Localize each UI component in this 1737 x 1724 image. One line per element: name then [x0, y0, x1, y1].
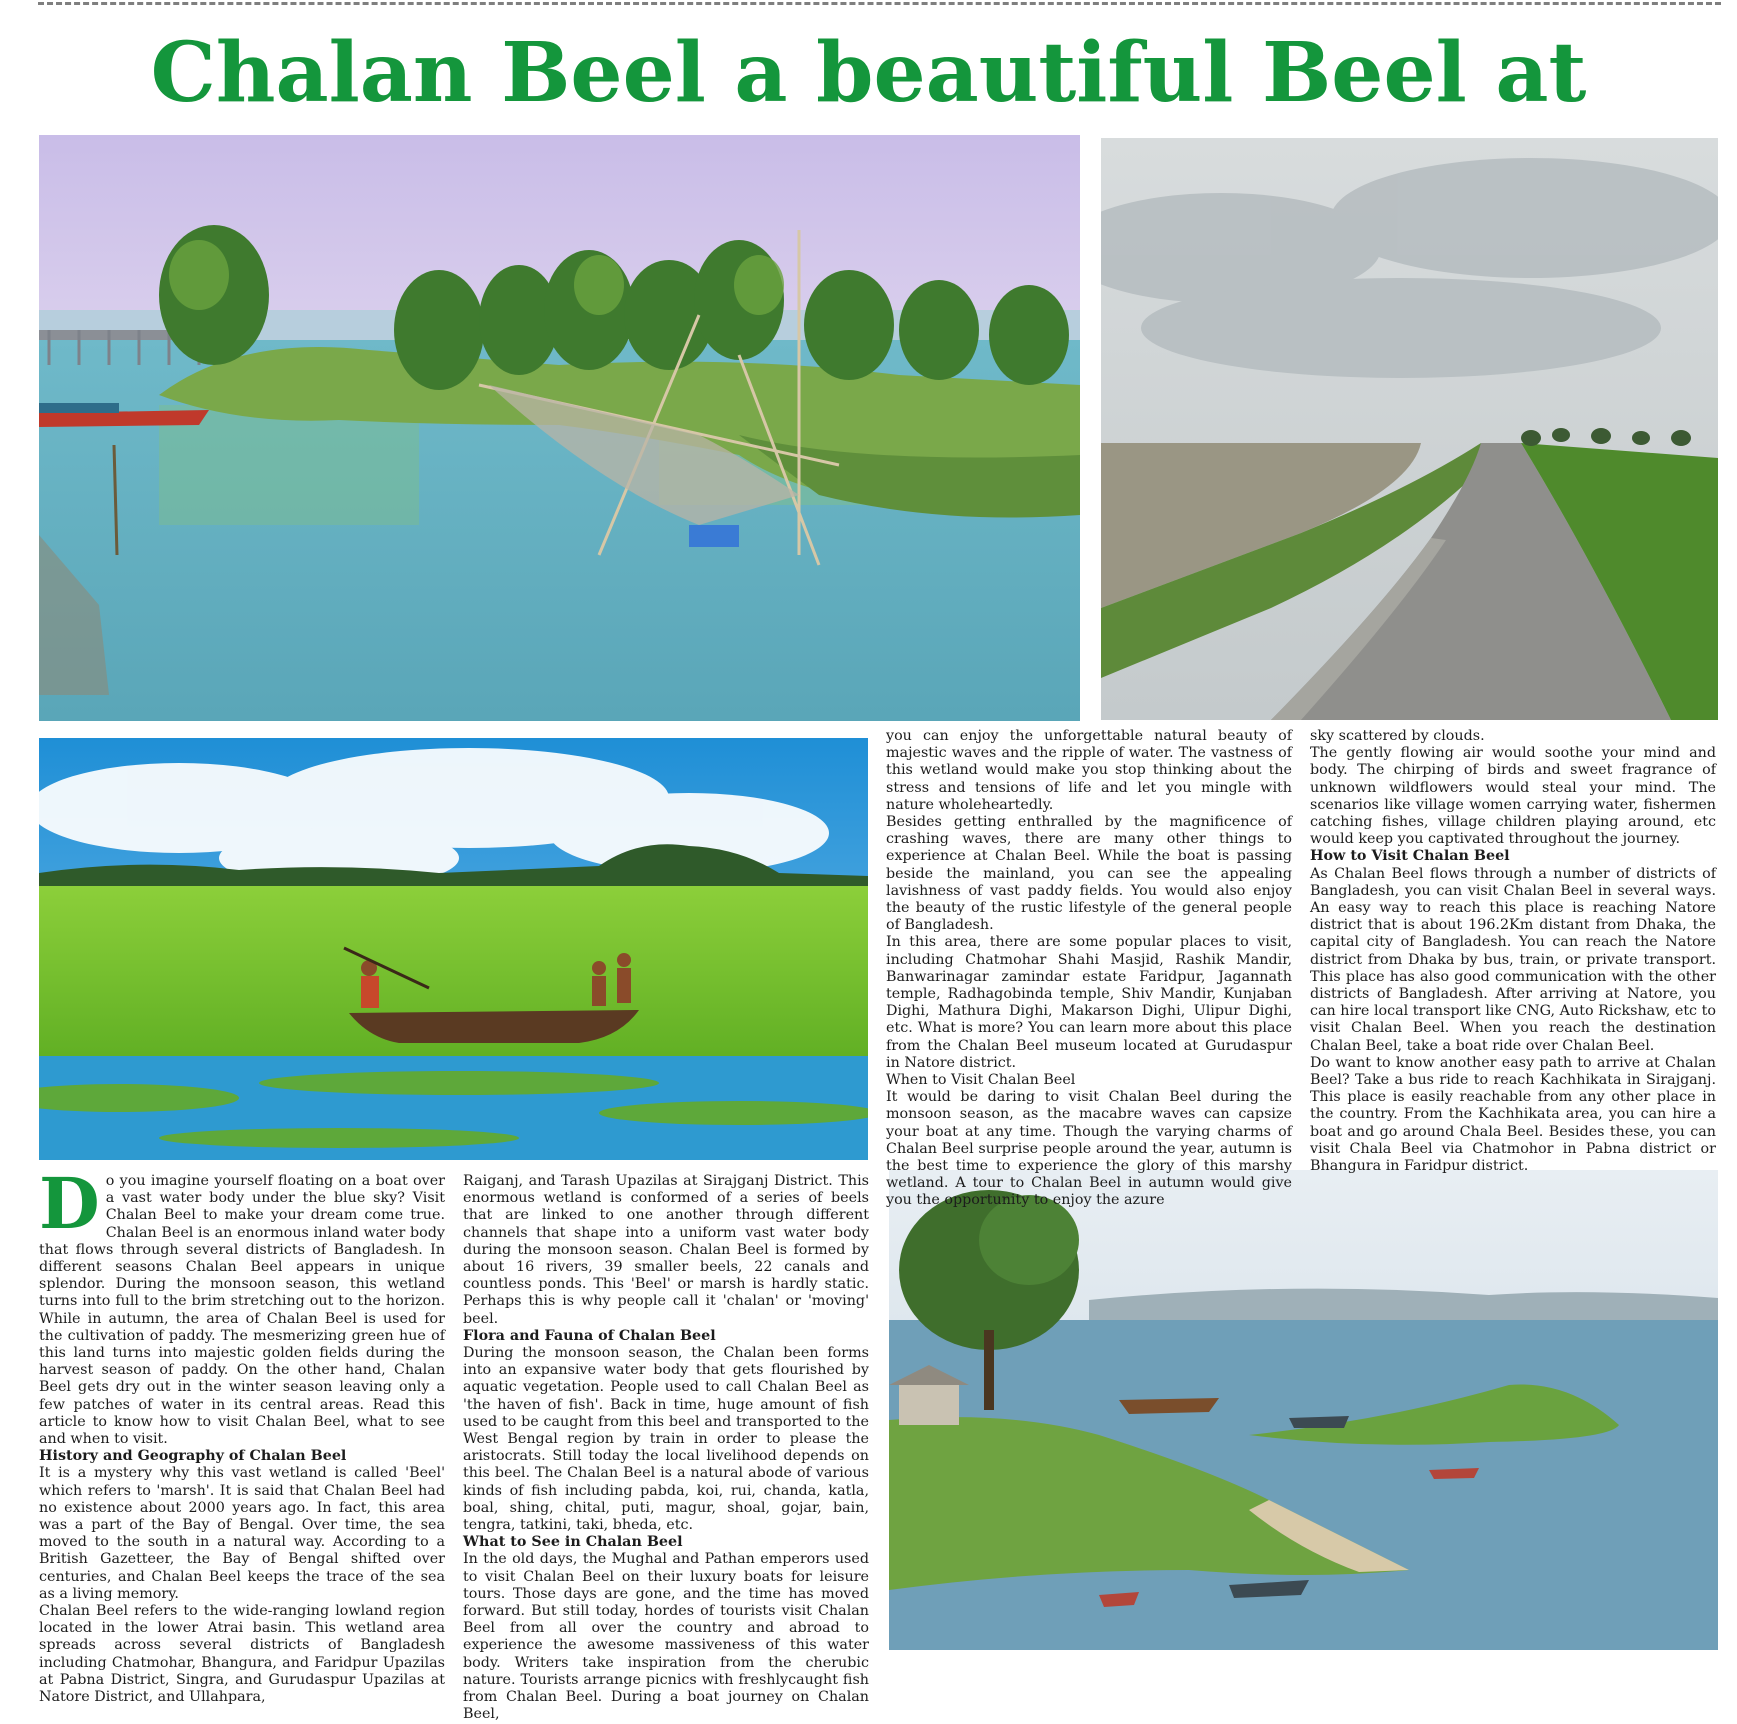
paragraph: In this area, there are some popular places to visit, including Chatmohar Shahi Masjid, Rashik Mandir, Banwarinagar zamindar estate Faridpur, Jagannath temple, Radhagobinda temple, Shiv Mandir, Kunjaban Dighi, Mathura Dighi, Makarson Dighi, Ulipur Dighi, etc. What is more? You can learn more about this place from the Chalan Beel museum located at Gurudaspur in Natore district. — [886, 934, 1292, 1071]
paragraph: As Chalan Beel flows through a number of districts of Bangladesh, you can visit Chalan Beel in several ways. An easy way to reach this place is reaching Natore district that is about 196.2Km distant from Dhaka, the capital city of Bangladesh. You can reach the Natore district from Dhaka by bus, train, or private transport. This place has also good communication with the other districts of Bangladesh. After arriving at Natore, you can hire local transport like CNG, Auto Rickshaw, etc to visit Chalan Beel. When you reach the destination Chalan Beel, take a boat ride over Chalan Beel. — [1310, 865, 1716, 1054]
paragraph: It would be daring to visit Chalan Beel during the monsoon season, as the macabre waves can capsize your boat at any time. Though the varying charms of Chalan Beel surprise people around the year, autumn is the best time to experience the glory of this marshy wetland. A tour to Chalan Beel in autumn would give you the opportunity to enjoy the azure — [886, 1089, 1292, 1209]
paragraph: It is a mystery why this vast wetland is called 'Beel' which refers to 'marsh'. It is said that Chalan Beel had no existence about 2000 years ago. In fact, this area was a part of the Bay of Bengal. Over time, the sea moved to the south in a natural way. According to a British Gazetteer, the Bay of Bengal shifted over centuries, and Chalan Beel keeps the trace of the sea as a living memory. — [39, 1465, 445, 1602]
paragraph: you can enjoy the unforgettable natural beauty of majestic waves and the ripple of water. The vastness of this wetland would make you stop thinking about the stress and tensions of life and let you mingle with nature wholeheartedly. — [886, 728, 1292, 813]
subheading-history: History and Geography of Chalan Beel — [39, 1448, 347, 1465]
photo-fishing-nets-lake — [39, 135, 1080, 721]
intro-paragraph: o you imagine yourself floating on a boat over a vast water body under the blue sky? Visit Chalan Beel to make your dream come true. Chalan Beel is an enormous inland water body that flows through several districts of Bangladesh. In different seasons Chalan Beel appears in unique splendor. During the monsoon season, this wetland turns into full to the brim stretching out to the horizon. While in autumn, the area of Chalan Beel is used for the cultivation of paddy. The mesmerizing green hue of this land turns into majestic golden fields during the harvest season of paddy. On the other hand, Chalan Beel gets dry out in the winter season leaving only a few patches of water in its central areas. Read this article to know how to visit Chalan Beel, what to see and when to visit. — [39, 1173, 445, 1448]
paragraph: Do want to know another easy path to arrive at Chalan Beel? Take a bus ride to reach Kachhikata in Sirajganj. This place is easily reachable from any other place in the country. From the Kachhikata area, you can hire a boat and go around Chala Beel. Besides these, you can visit Chala Beel via Chatmohor in Pabna district or Bhangura in Faridpur district. — [1310, 1054, 1716, 1175]
article-column-4 — [1310, 728, 1716, 1175]
drop-cap: D — [39, 1162, 100, 1245]
paragraph: In the old days, the Mughal and Pathan emperors used to visit Chalan Beel on their luxury boats for leisure tours. Those days are gone, and the time has moved forward. But still today, hordes of tourists visit Chalan Beel from all over the country and abroad to experience the awesome massiveness of this water body. Writers take inspiration from the cherubic nature. Tourists arrange picnics with freshlycaught fish from Chalan Beel. During a boat journey on Chalan Beel, — [463, 1551, 869, 1723]
article-column-1 — [39, 1162, 445, 1706]
subheading-when-to-visit: When to Visit Chalan Beel — [886, 1072, 1076, 1089]
paragraph: Chalan Beel refers to the wide-ranging lowland region located in the lower Atrai basin. This wetland area spreads across several districts of Bangladesh including Chatmohar, Bhangura, and Faridpur Upazilas at Pabna District, Singra, and Gurudaspur Upazilas at Natore District, and Ullahpara, — [39, 1603, 445, 1706]
photo-road-beside-water — [1101, 138, 1718, 720]
photo-boat-paddy-field — [39, 738, 868, 1160]
top-dashed-rule — [38, 2, 1721, 5]
subheading-flora-fauna: Flora and Fauna of Chalan Beel — [463, 1327, 716, 1344]
paragraph: Raiganj, and Tarash Upazilas at Sirajganj District. This enormous wetland is conformed of a series of beels that are linked to one another through different channels that shape into a uniform vast water body during the monsoon season. Chalan Beel is formed by about 16 rivers, 39 smaller beels, 22 canals and countless ponds. This 'Beel' or marsh is hardly static. Perhaps this is why people call it 'chalan' or 'moving' beel. — [463, 1173, 869, 1327]
paragraph: sky scattered by clouds. — [1310, 728, 1485, 744]
paragraph: Besides getting enthralled by the magnificence of crashing waves, there are many other things to experience at Chalan Beel. While the boat is passing beside the mainland, you can see the appealing lavishness of vast paddy fields. You would also enjoy the beauty of the rustic lifestyle of the general people of Bangladesh. — [886, 814, 1292, 934]
headline: Chalan Beel a beautiful Beel at — [150, 25, 1587, 121]
article-column-2 — [463, 1173, 869, 1723]
paragraph: During the monsoon season, the Chalan been forms into an expansive water body that gets flourished by aquatic vegetation. People used to call Chalan Beel as 'the haven of fish'. Back in time, huge amount of fish used to be caught from this beel and transported to the West Bengal region by train in order to please the aristocrats. Still today the local livelihood depends on this beel. The Chalan Beel is a natural abode of various kinds of fish including pabda, koi, rui, chanda, katla, boal, shing, chital, puti, magur, shoal, gojar, bain, tengra, tatkini, taki, bheda, etc. — [463, 1345, 869, 1534]
photo-boats-island — [889, 1170, 1718, 1650]
subheading-what-to-see: What to See in Chalan Beel — [463, 1534, 683, 1551]
article-column-3 — [886, 728, 1292, 1209]
paragraph: The gently flowing air would soothe your mind and body. The chirping of birds and sweet fragrance of unknown wildflowers would steal your mind. The scenarios like village women carrying water, fishermen catching fishes, village children playing around, etc would keep you captivated throughout the journey. — [1310, 745, 1716, 848]
subheading-how-to-visit: How to Visit Chalan Beel — [1310, 848, 1510, 865]
